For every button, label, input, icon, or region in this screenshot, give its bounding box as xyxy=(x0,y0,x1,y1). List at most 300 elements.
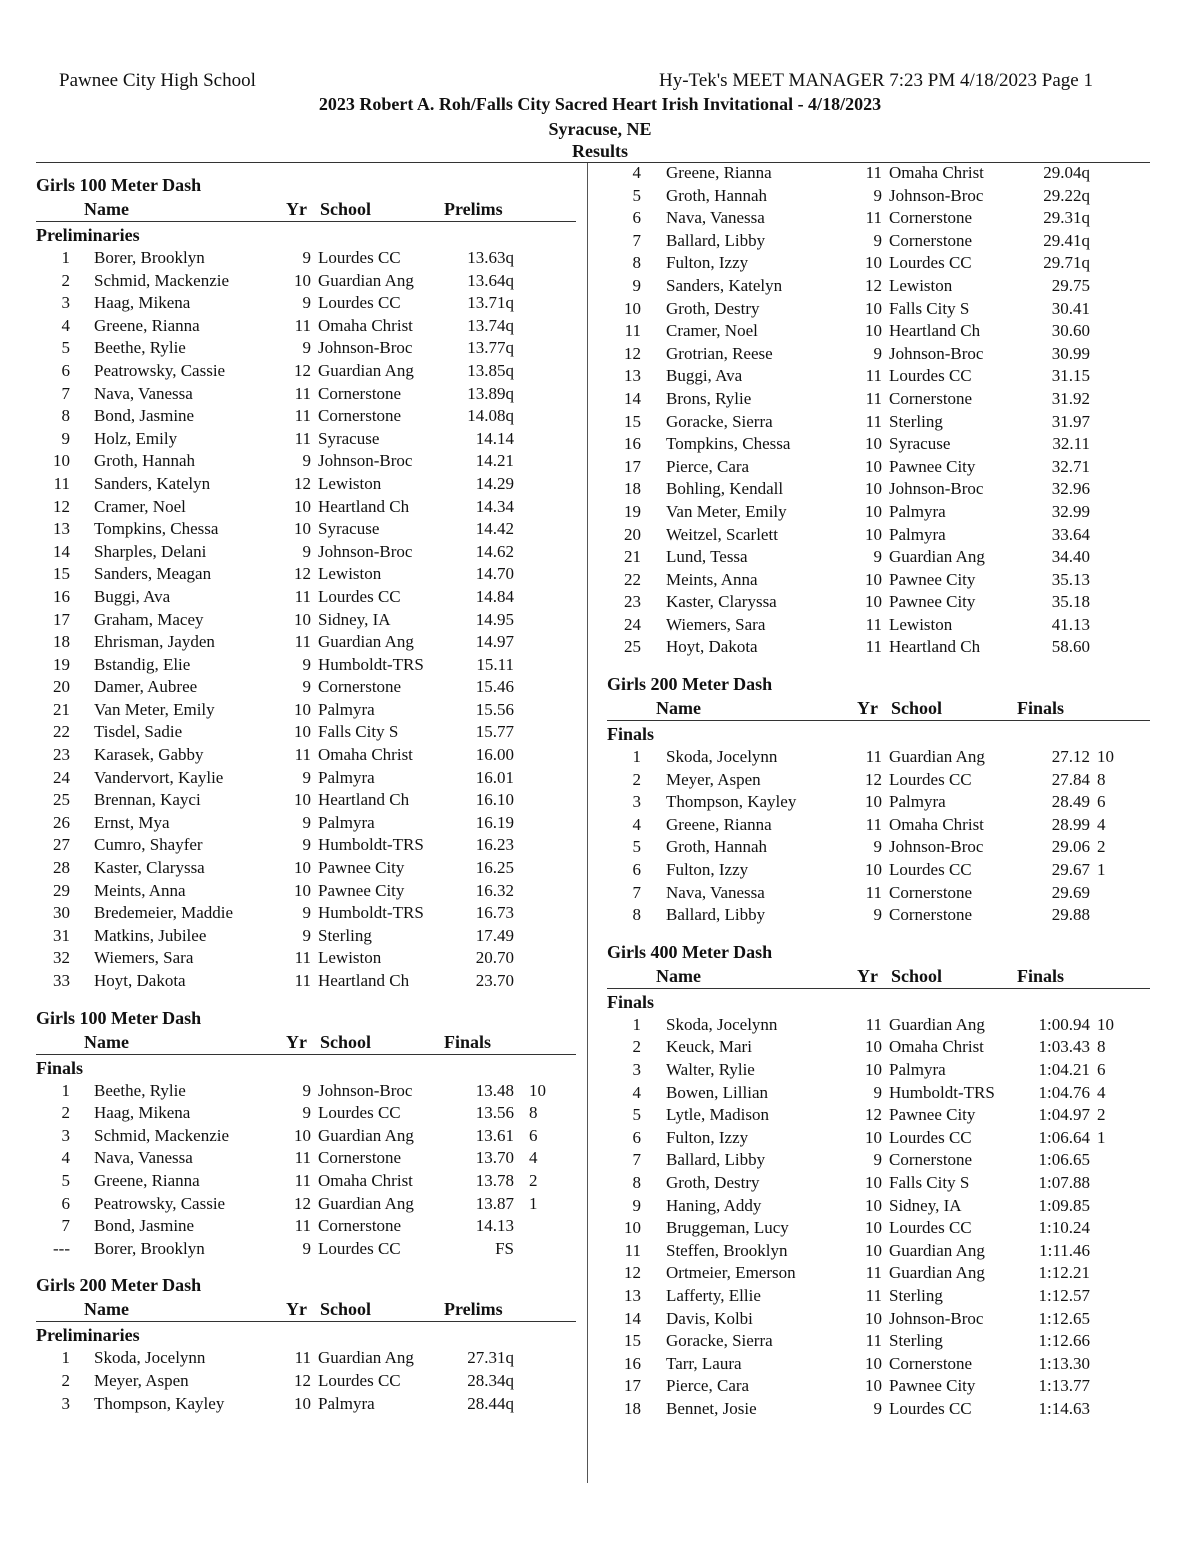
points: 1 xyxy=(529,1193,538,1213)
school: Pawnee City xyxy=(318,880,405,900)
result-time: 15.46 xyxy=(475,677,514,697)
athlete-year: 10 xyxy=(865,321,882,341)
school: Guardian Ang xyxy=(889,547,985,567)
result-time: 1:13.30 xyxy=(1038,1353,1090,1373)
athlete-name: Kaster, Claryssa xyxy=(666,592,777,612)
place: 20 xyxy=(624,524,641,544)
time-header: Finals xyxy=(444,1031,492,1052)
place: 20 xyxy=(53,677,70,697)
column-header xyxy=(607,697,1150,721)
athlete-year: 10 xyxy=(865,1218,882,1238)
school: Pawnee City xyxy=(889,569,976,589)
result-time: 14.84 xyxy=(475,586,514,606)
athlete-name: Schmid, Mackenzie xyxy=(94,1125,230,1145)
school: Johnson-Broc xyxy=(889,343,984,363)
school: Palmyra xyxy=(889,524,946,544)
athlete-year: 10 xyxy=(865,1172,882,1192)
result-row xyxy=(36,834,576,857)
place: 30 xyxy=(53,903,70,923)
athlete-year: 10 xyxy=(865,253,882,273)
place: 10 xyxy=(624,1218,641,1238)
athlete-year: 9 xyxy=(302,1238,311,1258)
school: Johnson-Broc xyxy=(318,541,413,561)
result-row xyxy=(36,789,576,812)
athlete-year: 9 xyxy=(302,451,311,471)
result-time: 29.71q xyxy=(1043,253,1090,273)
name-header: Name xyxy=(84,1031,129,1052)
athlete-year: 10 xyxy=(865,434,882,454)
athlete-year: 10 xyxy=(865,792,882,812)
athlete-name: Nava, Vanessa xyxy=(666,882,765,902)
result-row xyxy=(607,614,1150,637)
result-time: 1:14.63 xyxy=(1038,1398,1090,1418)
result-time: 1:09.85 xyxy=(1038,1195,1090,1215)
result-row xyxy=(607,769,1150,792)
event-title: Girls 100 Meter Dash xyxy=(36,175,202,195)
school: Cornerstone xyxy=(889,882,973,902)
place: 10 xyxy=(624,298,641,318)
school-header: School xyxy=(320,199,372,219)
school: Syracuse xyxy=(318,519,380,539)
school: Heartland Ch xyxy=(318,790,410,810)
athlete-year: 10 xyxy=(865,1060,882,1079)
result-time: 14.08q xyxy=(467,406,514,426)
result-row xyxy=(36,383,576,406)
place: 1 xyxy=(61,248,70,267)
athlete-name: Ehrisman, Jayden xyxy=(94,632,215,652)
result-time: 13.63q xyxy=(467,248,514,267)
result-time: 1:00.94 xyxy=(1038,1014,1090,1034)
athlete-name: Skoda, Jocelynn xyxy=(666,747,778,767)
points: 4 xyxy=(529,1148,538,1168)
athlete-year: 10 xyxy=(865,592,882,612)
school: Johnson-Broc xyxy=(889,185,984,205)
result-time: 15.77 xyxy=(475,722,514,742)
athlete-name: Nava, Vanessa xyxy=(94,383,193,403)
result-time: 14.29 xyxy=(475,473,514,493)
result-row xyxy=(36,247,576,270)
result-row xyxy=(36,292,576,315)
result-row xyxy=(36,270,576,293)
athlete-name: Weitzel, Scarlett xyxy=(666,524,778,544)
result-row xyxy=(607,1036,1150,1059)
school: Lourdes CC xyxy=(889,1127,972,1147)
place: 7 xyxy=(632,230,641,250)
yr-header: Yr xyxy=(857,698,878,719)
school: Lourdes CC xyxy=(318,293,401,313)
meet-location: Syracuse, NE xyxy=(548,119,652,139)
place: 4 xyxy=(61,315,70,335)
points: 10 xyxy=(529,1080,546,1100)
result-row xyxy=(36,880,576,903)
athlete-name: Lund, Tessa xyxy=(666,547,748,567)
athlete-name: Wiemers, Sara xyxy=(666,614,766,634)
result-row xyxy=(607,591,1150,614)
school: Pawnee City xyxy=(889,1105,976,1125)
place: --- xyxy=(53,1238,70,1258)
athlete-year: 11 xyxy=(294,632,311,652)
place: 7 xyxy=(61,383,70,403)
athlete-name: Graham, Macey xyxy=(94,609,204,629)
result-time: 13.85q xyxy=(467,360,514,380)
athlete-year: 9 xyxy=(302,1103,311,1123)
athlete-name: Beethe, Rylie xyxy=(94,338,186,358)
result-time: 1:10.24 xyxy=(1038,1218,1090,1238)
athlete-name: Bond, Jasmine xyxy=(94,1216,195,1236)
place: 12 xyxy=(624,343,641,363)
yr-header: Yr xyxy=(286,1299,307,1320)
result-row xyxy=(36,450,576,473)
school: Johnson-Broc xyxy=(889,479,984,499)
result-time: 1:12.66 xyxy=(1038,1331,1090,1351)
athlete-year: 10 xyxy=(865,298,882,318)
athlete-name: Walter, Rylie xyxy=(666,1060,755,1079)
result-time: 13.74q xyxy=(467,315,514,335)
school-header: School xyxy=(891,965,943,986)
result-row xyxy=(607,433,1150,456)
result-time: 1:03.43 xyxy=(1038,1037,1090,1057)
result-time: 35.13 xyxy=(1051,569,1090,589)
athlete-year: 11 xyxy=(294,1148,311,1168)
school: Omaha Christ xyxy=(889,163,984,182)
place: 21 xyxy=(624,547,641,567)
result-time: 27.84 xyxy=(1051,769,1090,789)
athlete-year: 10 xyxy=(865,1127,882,1147)
place: 15 xyxy=(624,411,641,431)
place: 6 xyxy=(61,360,70,380)
place: 19 xyxy=(53,654,70,674)
athlete-year: 10 xyxy=(294,699,311,719)
athlete-name: Bond, Jasmine xyxy=(94,406,195,426)
result-row xyxy=(607,275,1150,298)
round-label: Finals xyxy=(36,1057,84,1078)
place: 18 xyxy=(624,479,641,499)
athlete-year: 10 xyxy=(865,1240,882,1260)
result-time: 28.34q xyxy=(467,1370,514,1390)
result-row xyxy=(36,1170,576,1193)
athlete-year: 11 xyxy=(865,388,882,408)
place: 2 xyxy=(632,1037,641,1057)
place: 7 xyxy=(61,1216,70,1236)
school: Lourdes CC xyxy=(318,248,401,267)
athlete-name: Damer, Aubree xyxy=(94,677,198,697)
result-time: 16.10 xyxy=(475,790,514,810)
school: Humboldt-TRS xyxy=(318,835,424,855)
result-row xyxy=(36,812,576,835)
athlete-year: 11 xyxy=(865,1285,882,1305)
athlete-name: Haag, Mikena xyxy=(94,1103,191,1123)
school: Pawnee City xyxy=(889,456,976,476)
place: 14 xyxy=(53,541,70,561)
athlete-name: Peatrowsky, Cassie xyxy=(94,1193,226,1213)
result-row xyxy=(607,1104,1150,1127)
athlete-name: Skoda, Jocelynn xyxy=(94,1348,206,1368)
result-row xyxy=(607,814,1150,837)
athlete-name: Davis, Kolbi xyxy=(666,1308,753,1328)
points: 8 xyxy=(1097,769,1106,789)
athlete-year: 11 xyxy=(294,406,311,426)
result-row xyxy=(36,541,576,564)
yr-header: Yr xyxy=(286,199,307,219)
result-time: 16.25 xyxy=(475,858,514,878)
place: 17 xyxy=(624,1376,641,1396)
result-row xyxy=(36,767,576,790)
school: Sterling xyxy=(318,925,372,945)
place: 11 xyxy=(624,321,641,341)
athlete-name: Greene, Rianna xyxy=(666,814,772,834)
result-time: 28.49 xyxy=(1051,792,1090,812)
place: 23 xyxy=(624,592,641,612)
athlete-year: 11 xyxy=(294,1170,311,1190)
athlete-name: Cumro, Shayfer xyxy=(94,835,203,855)
athlete-year: 11 xyxy=(865,411,882,431)
athlete-name: Fulton, Izzy xyxy=(666,860,749,880)
result-time: 13.48 xyxy=(475,1080,514,1100)
athlete-name: Greene, Rianna xyxy=(94,315,200,335)
athlete-year: 9 xyxy=(873,230,882,250)
result-row xyxy=(36,676,576,699)
athlete-name: Kaster, Claryssa xyxy=(94,858,205,878)
result-row xyxy=(36,1102,576,1125)
school: Johnson-Broc xyxy=(318,451,413,471)
athlete-name: Ballard, Libby xyxy=(666,230,766,250)
school: Omaha Christ xyxy=(318,315,413,335)
result-time: 16.19 xyxy=(475,812,514,832)
athlete-year: 9 xyxy=(302,677,311,697)
result-time: 28.99 xyxy=(1051,814,1090,834)
name-header: Name xyxy=(84,1299,129,1320)
school: Lewiston xyxy=(889,275,953,295)
athlete-year: 10 xyxy=(865,1037,882,1057)
result-time: 1:06.65 xyxy=(1038,1150,1090,1170)
column-divider xyxy=(587,163,588,1483)
result-time: 1:04.21 xyxy=(1038,1060,1090,1079)
athlete-year: 10 xyxy=(294,496,311,516)
result-time: 1:13.77 xyxy=(1038,1376,1090,1396)
software-info: Hy-Tek's MEET MANAGER 7:23 PM 4/18/2023 Page 1 xyxy=(659,70,1093,91)
school: Guardian Ang xyxy=(889,1240,985,1260)
athlete-name: Meyer, Aspen xyxy=(94,1370,189,1390)
result-row xyxy=(36,360,576,383)
place: 5 xyxy=(61,1170,70,1190)
school: Lewiston xyxy=(318,564,382,584)
school: Falls City S xyxy=(889,1172,970,1192)
result-row xyxy=(607,365,1150,388)
athlete-year: 9 xyxy=(302,812,311,832)
result-row xyxy=(36,563,576,586)
round-label: Finals xyxy=(607,991,655,1012)
result-row xyxy=(607,746,1150,769)
name-header: Name xyxy=(656,698,701,719)
school: Sterling xyxy=(889,1331,943,1351)
time-header: Finals xyxy=(1017,965,1065,986)
points: 4 xyxy=(1097,814,1106,834)
result-time: 32.11 xyxy=(1052,434,1090,454)
result-row xyxy=(607,230,1150,253)
place: 27 xyxy=(53,835,70,855)
result-time: 34.40 xyxy=(1051,547,1090,567)
result-row xyxy=(607,524,1150,547)
result-time: 27.12 xyxy=(1051,747,1090,767)
athlete-name: Tompkins, Chessa xyxy=(666,434,791,454)
athlete-year: 11 xyxy=(865,882,882,902)
school: Humboldt-TRS xyxy=(889,1082,995,1102)
place: 4 xyxy=(632,163,641,182)
points: 6 xyxy=(1097,1060,1106,1079)
athlete-name: Pierce, Cara xyxy=(666,1376,750,1396)
result-time: 32.71 xyxy=(1051,456,1090,476)
place: 8 xyxy=(61,406,70,426)
school: Humboldt-TRS xyxy=(318,903,424,923)
place: 13 xyxy=(53,519,70,539)
place: 3 xyxy=(61,1125,70,1145)
school: Heartland Ch xyxy=(889,321,981,341)
place: 26 xyxy=(53,812,70,832)
result-row xyxy=(607,1217,1150,1240)
place: 3 xyxy=(61,1393,70,1413)
athlete-name: Meints, Anna xyxy=(666,569,758,589)
result-time: 29.22q xyxy=(1043,185,1090,205)
points: 10 xyxy=(1097,1014,1114,1034)
place: 12 xyxy=(624,1263,641,1283)
column-header xyxy=(607,965,1150,989)
athlete-name: Bennet, Josie xyxy=(666,1398,757,1418)
athlete-name: Haag, Mikena xyxy=(94,293,191,313)
result-time: 58.60 xyxy=(1051,637,1090,657)
result-time: 31.97 xyxy=(1051,411,1090,431)
result-row xyxy=(607,185,1150,208)
place: 4 xyxy=(632,814,641,834)
school: Lourdes CC xyxy=(318,1370,401,1390)
place: 17 xyxy=(624,456,641,476)
athlete-name: Goracke, Sierra xyxy=(666,411,773,431)
school: Cornerstone xyxy=(318,406,402,426)
athlete-year: 10 xyxy=(294,1125,311,1145)
school: Lourdes CC xyxy=(889,1218,972,1238)
result-time: 16.00 xyxy=(475,745,514,765)
school: Heartland Ch xyxy=(318,971,410,990)
result-row xyxy=(36,1125,576,1148)
athlete-name: Beethe, Rylie xyxy=(94,1080,186,1100)
athlete-year: 10 xyxy=(865,1195,882,1215)
results-heading: Results xyxy=(571,141,628,161)
place: 7 xyxy=(632,1150,641,1170)
result-time: 30.60 xyxy=(1051,321,1090,341)
athlete-name: Cramer, Noel xyxy=(94,496,186,516)
athlete-year: 11 xyxy=(294,383,311,403)
result-row xyxy=(607,546,1150,569)
place: 16 xyxy=(624,434,641,454)
athlete-name: Groth, Hannah xyxy=(666,837,768,857)
school: Guardian Ang xyxy=(318,360,414,380)
school: Sterling xyxy=(889,411,943,431)
result-time: 41.13 xyxy=(1051,614,1090,634)
school: Palmyra xyxy=(889,501,946,521)
athlete-year: 9 xyxy=(302,293,311,313)
place: 13 xyxy=(624,366,641,386)
result-time: 29.75 xyxy=(1051,275,1090,295)
athlete-year: 10 xyxy=(294,1393,311,1413)
result-time: 1:06.64 xyxy=(1038,1127,1090,1147)
place: 16 xyxy=(624,1353,641,1373)
result-row xyxy=(607,1082,1150,1105)
result-row xyxy=(607,1353,1150,1376)
school: Guardian Ang xyxy=(889,1263,985,1283)
place: 9 xyxy=(632,1195,641,1215)
place: 3 xyxy=(632,1060,641,1079)
result-time: 13.87 xyxy=(475,1193,514,1213)
athlete-year: 12 xyxy=(294,473,311,493)
points: 10 xyxy=(1097,747,1114,767)
place: 24 xyxy=(624,614,641,634)
result-row xyxy=(607,882,1150,905)
school: Johnson-Broc xyxy=(318,1080,413,1100)
result-row xyxy=(607,411,1150,434)
athlete-name: Ballard, Libby xyxy=(666,905,766,925)
result-time: 1:12.65 xyxy=(1038,1308,1090,1328)
athlete-name: Lytle, Madison xyxy=(666,1105,769,1125)
athlete-year: 10 xyxy=(865,1376,882,1396)
school: Guardian Ang xyxy=(318,1125,414,1145)
athlete-name: Karasek, Gabby xyxy=(94,745,204,765)
athlete-year: 9 xyxy=(873,1398,882,1418)
result-time: 14.70 xyxy=(475,564,514,584)
school: Guardian Ang xyxy=(318,632,414,652)
result-row xyxy=(607,1398,1150,1421)
points: 2 xyxy=(1097,1105,1106,1125)
athlete-year: 9 xyxy=(302,767,311,787)
place: 1 xyxy=(61,1080,70,1100)
result-time: 14.14 xyxy=(475,428,514,448)
school: Palmyra xyxy=(889,792,946,812)
school: Palmyra xyxy=(318,767,375,787)
athlete-year: 11 xyxy=(294,948,311,968)
result-row xyxy=(607,1149,1150,1172)
result-row xyxy=(607,569,1150,592)
athlete-name: Bowen, Lillian xyxy=(666,1082,768,1102)
result-row xyxy=(607,456,1150,479)
place: 6 xyxy=(632,860,641,880)
athlete-name: Nava, Vanessa xyxy=(94,1148,193,1168)
athlete-year: 12 xyxy=(294,564,311,584)
athlete-name: Skoda, Jocelynn xyxy=(666,1014,778,1034)
place: 18 xyxy=(624,1398,641,1418)
athlete-name: Greene, Rianna xyxy=(666,163,772,182)
athlete-year: 11 xyxy=(294,428,311,448)
athlete-year: 12 xyxy=(294,1193,311,1213)
athlete-name: Hoyt, Dakota xyxy=(94,971,186,990)
result-time: 13.71q xyxy=(467,293,514,313)
athlete-year: 9 xyxy=(302,338,311,358)
time-header: Finals xyxy=(1017,698,1065,719)
result-time: 31.15 xyxy=(1051,366,1090,386)
place: 29 xyxy=(53,880,70,900)
place: 10 xyxy=(53,451,70,471)
place: 22 xyxy=(53,722,70,742)
athlete-name: Pierce, Cara xyxy=(666,456,750,476)
school: Palmyra xyxy=(318,1393,375,1413)
points: 4 xyxy=(1097,1082,1106,1102)
section-gap xyxy=(607,659,1150,671)
section-gap xyxy=(36,993,576,1005)
athlete-name: Tompkins, Chessa xyxy=(94,519,219,539)
result-row xyxy=(607,791,1150,814)
place: 2 xyxy=(632,769,641,789)
school: Lourdes CC xyxy=(889,860,972,880)
school: Falls City S xyxy=(318,722,399,742)
school: Cornerstone xyxy=(889,905,973,925)
column-header xyxy=(36,1031,576,1055)
